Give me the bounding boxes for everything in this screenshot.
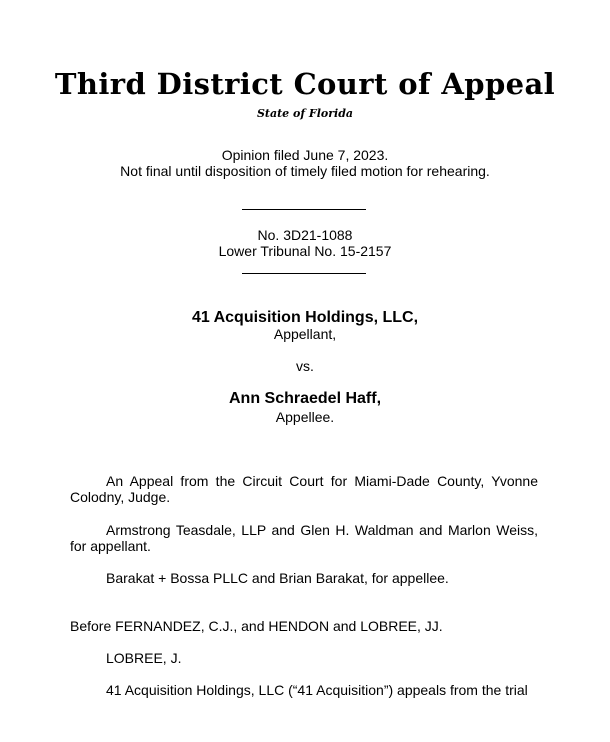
panel-paragraph: Before FERNANDEZ, C.J., and HENDON and LOBREE, JJ. bbox=[70, 618, 443, 634]
author-line: LOBREE, J. bbox=[106, 650, 182, 666]
separator-rule-bottom bbox=[242, 273, 366, 274]
appellant-role: Appellant, bbox=[273, 326, 337, 342]
appellee-name: Ann Schraedel Haff, bbox=[228, 390, 382, 407]
appeal-from-paragraph: An Appeal from the Circuit Court for Miami-Dade County, Yvonne Colodny, Judge. bbox=[70, 473, 538, 505]
not-final-notice: Not final until disposition of timely filed motion for rehearing. bbox=[120, 163, 490, 179]
court-name-heading: Third District Court of Appeal bbox=[54, 67, 556, 101]
state-subheading: State of Florida bbox=[256, 107, 354, 120]
opinion-filed-date: Opinion filed June 7, 2023. bbox=[221, 147, 389, 163]
appellant-name: 41 Acquisition Holdings, LLC, bbox=[191, 309, 419, 326]
counsel-appellee-paragraph: Barakat + Bossa PLLC and Brian Barakat, for appellee. bbox=[106, 570, 449, 586]
counsel-appellant-paragraph: Armstrong Teasdale, LLP and Glen H. Waldman and Marlon Weiss, for appellant. bbox=[70, 522, 538, 554]
lower-tribunal-number: Lower Tribunal No. 15-2157 bbox=[218, 243, 392, 259]
separator-rule-top bbox=[242, 209, 366, 210]
opinion-opening-line: 41 Acquisition Holdings, LLC (“41 Acquisition”) appeals from the trial bbox=[106, 682, 528, 698]
versus-label: vs. bbox=[296, 358, 314, 374]
appellee-role: Appellee. bbox=[275, 409, 335, 425]
case-number: No. 3D21-1088 bbox=[257, 227, 353, 243]
